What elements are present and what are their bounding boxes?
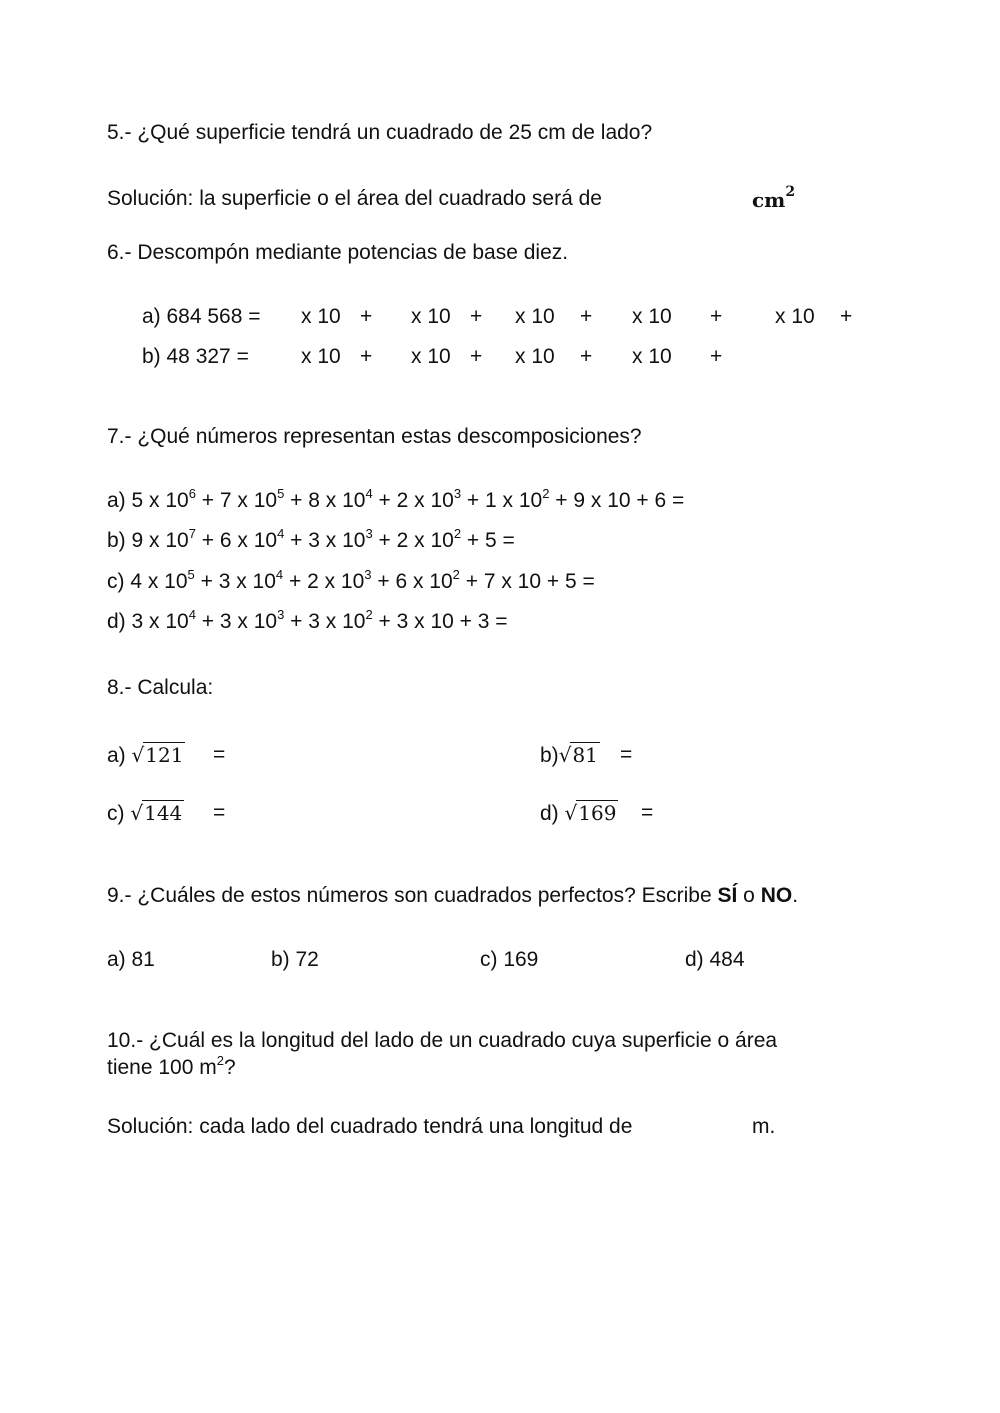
q10-question-line1: 10.- ¿Cuál es la longitud del lado de un cuadrado cuya superficie o área: [107, 1029, 778, 1052]
q6-b-plus: +: [580, 345, 593, 368]
q6-a-term: x 10: [411, 305, 451, 328]
q6-a-term: x 10: [301, 305, 341, 328]
q8-equals-b: =: [620, 743, 633, 766]
q9-item-b: b) 72: [271, 948, 319, 971]
q6-b-term: x 10: [301, 345, 341, 368]
q8-equals-d: =: [641, 801, 654, 824]
q5-solution: Solución: la superficie o el área del cuadrado será de: [107, 187, 602, 210]
q8-equals-a: =: [213, 743, 226, 766]
q6-a-plus: +: [710, 305, 723, 328]
q6-question: 6.- Descompón mediante potencias de base diez.: [107, 241, 569, 264]
q6-a-term: x 10: [515, 305, 555, 328]
q6-b-plus: +: [470, 345, 483, 368]
q9-question: 9.- ¿Cuáles de estos números son cuadrados perfectos? Escribe SÍ o NO.: [107, 884, 799, 907]
q6-b-term: x 10: [515, 345, 555, 368]
q6-a-plus: +: [360, 305, 373, 328]
q9-item-d: d) 484: [685, 948, 745, 971]
q7-d: d) 3 x $10^4 + 3$ x $10^3 + 3$ x $10^2 + 3$ x 10 + 3 =: [107, 607, 508, 633]
q6-a-term: x 10: [775, 305, 815, 328]
q6-b-term: x 10: [632, 345, 672, 368]
q8-item-b: b)√81: [540, 741, 600, 770]
q8-item-d: d) √169: [540, 799, 618, 828]
q7-b: b) 9 x $10^7 + 6$ x $10^4 + 3$ x $10^3 + 2$ x $10^2 + 5$ =: [107, 526, 515, 552]
q10-question-line2: tiene 100 $m^2$?: [107, 1053, 236, 1079]
q9-item-c: c) 169: [480, 948, 539, 971]
q6-b-plus: +: [710, 345, 723, 368]
q6-b-label: b) 48 327 =: [142, 345, 249, 368]
q8-item-a: a) √121: [107, 741, 185, 770]
q8-equals-c: =: [213, 801, 226, 824]
q6-a-plus: +: [470, 305, 483, 328]
q5-unit: $cm^2$: [752, 184, 796, 212]
q10-solution: Solución: cada lado del cuadrado tendrá una longitud de: [107, 1115, 633, 1138]
q6-b-term: x 10: [411, 345, 451, 368]
q7-c: c) 4 x $10^5 + 3$ x $10^4 + 2$ x $10^3 + 6$ x $10^2 + 7$ x 10 + 5 =: [107, 567, 595, 593]
q7-question: 7.- ¿Qué números representan estas descomposiciones?: [107, 425, 642, 448]
q6-a-plus: +: [840, 305, 853, 328]
q7-a: a) 5 x $10^6 + 7$ x $10^5 + 8$ x $10^4 + 2$ x $10^3 + 1$ x $10^2 + 9$ x 10 + 6 =: [107, 486, 685, 512]
q10-unit: m.: [752, 1115, 776, 1138]
sqrt-symbol: √121: [131, 743, 184, 767]
q5-question: 5.- ¿Qué superficie tendrá un cuadrado de 25 cm de lado?: [107, 121, 653, 144]
q6-a-plus: +: [580, 305, 593, 328]
q6-a-label: a) 684 568 =: [142, 305, 261, 328]
sqrt-symbol: √144: [130, 801, 183, 825]
sqrt-symbol: √81: [558, 743, 598, 767]
q9-item-a: a) 81: [107, 948, 155, 971]
sqrt-symbol: √169: [564, 801, 617, 825]
q6-a-term: x 10: [632, 305, 672, 328]
q8-item-c: c) √144: [107, 799, 184, 828]
q8-question: 8.- Calcula:: [107, 676, 214, 699]
q6-b-plus: +: [360, 345, 373, 368]
